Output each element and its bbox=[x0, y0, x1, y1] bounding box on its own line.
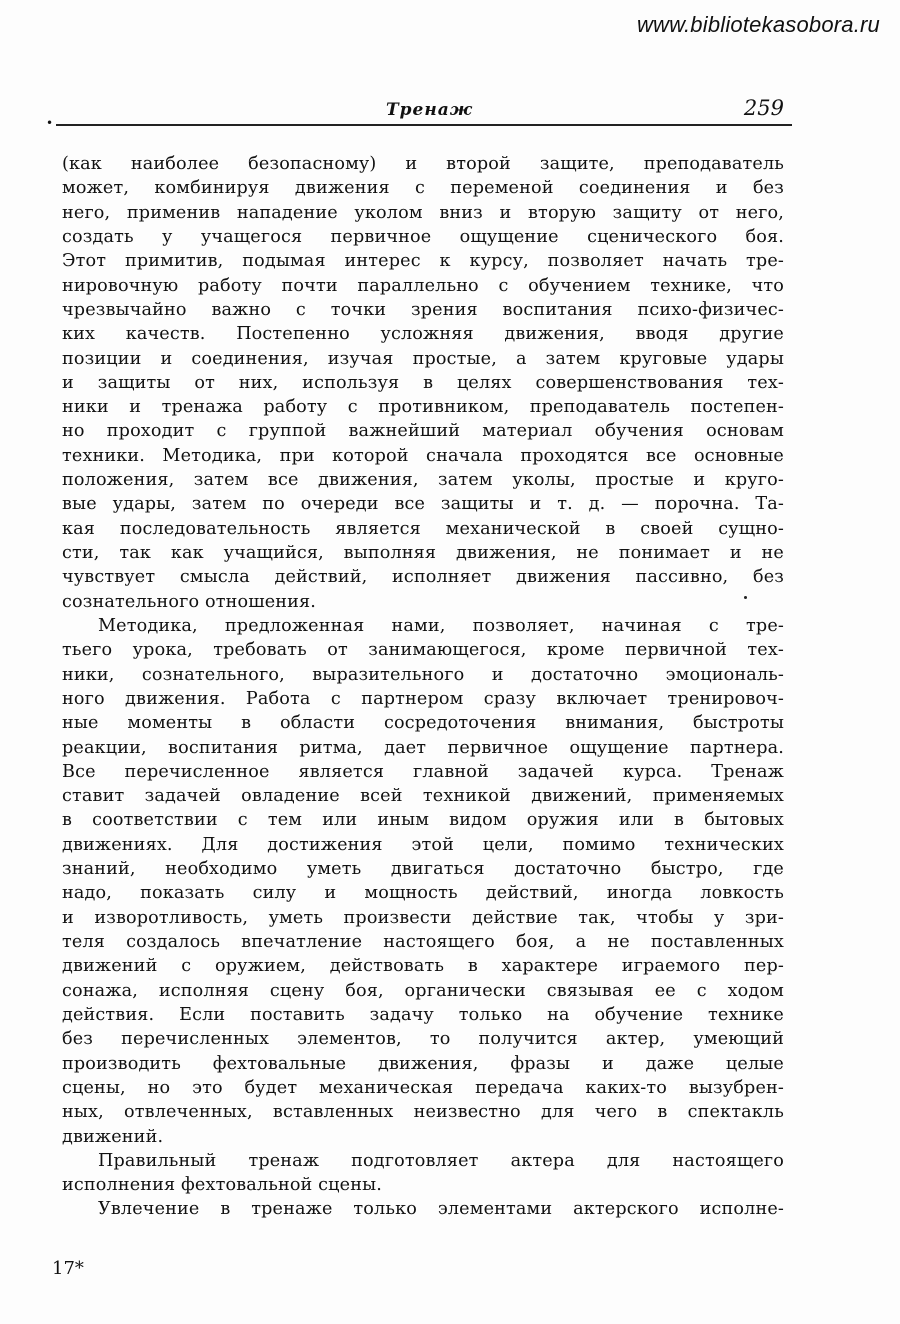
text-line: (как наиболее безопасному) и второй защите, преподаватель bbox=[62, 154, 784, 174]
text-line: создать у учащегося первичное ощущение сценического боя. bbox=[62, 226, 784, 247]
text-line: сознательного отношения. bbox=[62, 591, 317, 612]
running-head bbox=[48, 96, 792, 128]
text-line: в соответствии с тем или иным видом оружия или в бытовых bbox=[62, 810, 784, 831]
signature-mark: 17* bbox=[52, 1258, 84, 1279]
text-line: ных, отвлеченных, вставленных неизвестно для чего в спектакль bbox=[62, 1102, 784, 1123]
header-rule bbox=[56, 124, 792, 126]
text-line: сти, так как учащийся, выполняя движения, не понимает и не bbox=[62, 543, 784, 563]
text-line: нировочную работу почти параллельно с обучением технике, что bbox=[62, 275, 784, 296]
text-line: него, применив нападение уколом вниз и вторую защиту от него, bbox=[62, 202, 784, 223]
header-dot: • bbox=[46, 116, 54, 130]
text-line: ники и тренажа работу с противником, преподаватель постепен- bbox=[62, 397, 784, 418]
text-line: ставит задачей овладение всей техникой движений, применяемых bbox=[62, 786, 784, 807]
text-line: чувствует смысла действий, исполняет движения пассивно, без bbox=[62, 567, 784, 588]
text-line: положения, затем все движения, затем уколы, простые и круго- bbox=[62, 470, 784, 491]
text-line: Методика, предложенная нами, позволяет, начиная с тре- bbox=[98, 615, 784, 636]
text-line: Этот примитив, подымая интерес к курсу, позволяет начать тре- bbox=[62, 251, 784, 272]
text-line: теля создалось впечатление настоящего боя, а не поставленных bbox=[62, 932, 784, 952]
body-text bbox=[62, 152, 784, 1222]
running-title: Тренаж bbox=[386, 100, 473, 120]
text-line: но проходит с группой важнейший материал обучения основам bbox=[62, 421, 784, 442]
text-line: позиции и соединения, изучая простые, а затем круговые удары bbox=[62, 348, 784, 369]
text-line: действия. Если поставить задачу только на обучение технике bbox=[62, 1004, 784, 1025]
text-line: Правильный тренаж подготовляет актера для настоящего bbox=[98, 1150, 784, 1171]
text-line: ких качеств. Постепенно усложняя движения, вводя другие bbox=[62, 324, 784, 345]
text-line: техники. Методика, при которой сначала проходятся все основные bbox=[62, 445, 784, 466]
page-number: 259 bbox=[743, 96, 784, 120]
text-line: вые удары, затем по очереди все защиты и т. д. — порочна. Та- bbox=[62, 494, 784, 515]
text-line: тьего урока, требовать от занимающегося, кроме первичной тех- bbox=[62, 640, 784, 661]
text-line: производить фехтовальные движения, фразы и даже целые bbox=[62, 1053, 784, 1074]
text-line: надо, показать силу и мощность действий, иногда ловкость bbox=[62, 883, 784, 904]
text-line: движениях. Для достижения этой цели, помимо технических bbox=[62, 834, 784, 855]
text-line: сцены, но это будет механическая передача каких-то вызубрен- bbox=[62, 1077, 784, 1098]
text-line: без перечисленных элементов, то получится актер, умеющий bbox=[62, 1029, 784, 1050]
text-line: исполнения фехтовальной сцены. bbox=[62, 1175, 382, 1196]
text-line: ники, сознательного, выразительного и достаточно эмоциональ- bbox=[62, 664, 784, 685]
site-watermark[interactable]: www.bibliotekasobora.ru bbox=[636, 12, 880, 37]
text-line: движений. bbox=[62, 1126, 164, 1147]
text-line: знаний, необходимо уметь двигаться достаточно быстро, где bbox=[62, 859, 784, 880]
text-line: может, комбинируя движения с переменой соединения и без bbox=[62, 178, 784, 199]
text-line: чрезвычайно важно с точки зрения воспитания психо-физичес- bbox=[62, 299, 784, 320]
text-line: и изворотливость, уметь произвести действие так, чтобы у зри- bbox=[62, 907, 784, 928]
text-line: кая последовательность является механической в своей сущно- bbox=[62, 518, 784, 539]
text-line: ного движения. Работа с партнером сразу включает тренировоч- bbox=[62, 688, 784, 709]
text-line: и защиты от них, используя в целях совершенствования тех- bbox=[62, 372, 784, 393]
text-line: ные моменты в области сосредоточения внимания, быстроты bbox=[62, 713, 784, 734]
text-line: сонажа, исполняя сцену боя, органически связывая ее с ходом bbox=[62, 980, 784, 1001]
text-line: Увлечение в тренаже только элементами актерского исполне- bbox=[98, 1199, 784, 1220]
scan-speck bbox=[744, 596, 747, 599]
text-line: движений с оружием, действовать в характере играемого пер- bbox=[62, 956, 784, 977]
text-line: реакции, воспитания ритма, дает первичное ощущение партнера. bbox=[62, 737, 784, 758]
text-line: Все перечисленное является главной задачей курса. Тренаж bbox=[62, 761, 784, 782]
